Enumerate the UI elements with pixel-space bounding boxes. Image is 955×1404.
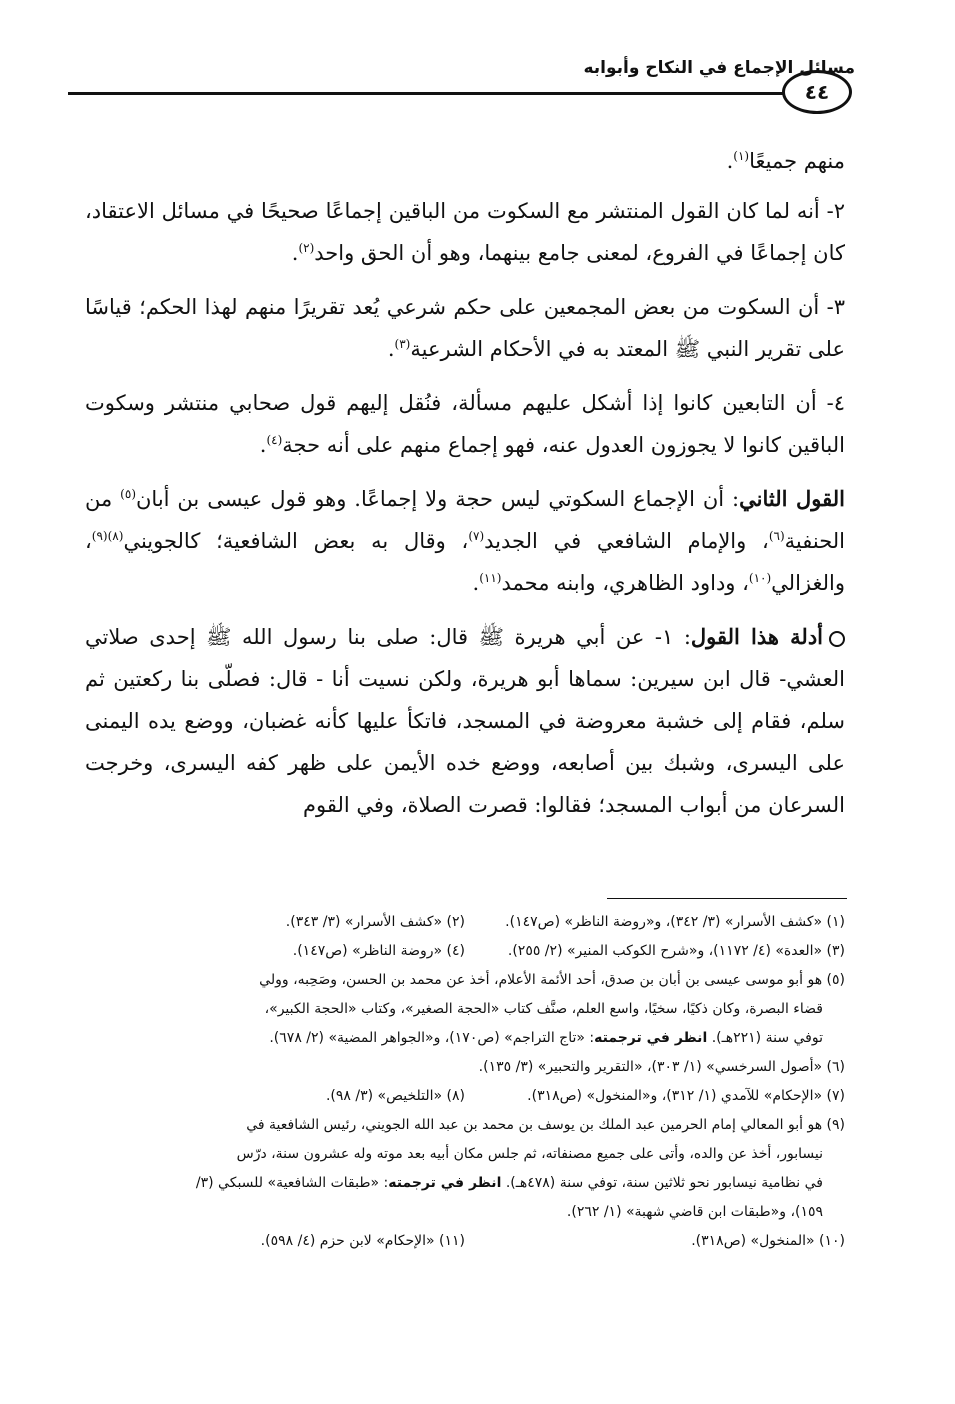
running-title: مسائل الإجماع في النكاح وأبوابه xyxy=(583,58,855,78)
footnote-ref: (٦) xyxy=(768,529,785,543)
footnote-ref: (٨)(٩) xyxy=(91,529,124,543)
footnote-separator xyxy=(607,898,847,899)
evidence-paragraph: أدلة هذا القول: ١- عن أبي هريرة ﷺ قال: صلى بنا رسول الله ﷺ إحدى صلاتي العشي- قال ابن سيرين: سماها أبو هريرة، ولكن نسيت أنا - قال: فصلّى بنا ركعتين ثم سلم، فقام إلى خشبة معروضة في المسجد، فاتكأ عليها كأنه غضبان، ووضع يده اليمنى على اليسرى، وشبك بين أصابعه، ووضع خده الأيمن على ظهر كفه اليسرى، وخرجت السرعان من أبواب المسجد؛ فقالوا: قصرت الصلاة، وفي القوم xyxy=(85,624,845,817)
section-label: القول الثاني xyxy=(739,486,845,511)
footnote-row xyxy=(85,937,845,966)
argument-4: ٤- أن التابعين كانوا إذا أشكل عليهم مسألة، فنُقل إليهم قول صحابي منتشر وسكوت الباقين كانوا لا يجوزون العدول عنه، فهو إجماع منهم على أنه حجة$^{(٤)}$. xyxy=(85,391,845,457)
footnote-10: (١٠) «المنخول» (ص٣١٨). xyxy=(691,1233,845,1249)
footnote-8: (٨) «التلخيص» (٣/ ٩٨). xyxy=(325,1088,465,1104)
page-number: ٤٤ xyxy=(782,70,852,114)
footnote-ref: (٧) xyxy=(468,529,485,543)
footnote-ref: (٥) xyxy=(120,487,136,501)
footnote-5: (٥) هو أبو موسى عيسى بن أبان بن صدق، أحد الأئمة الأعلام، أخذ عن محمد بن الحسن، وصَحِبه، وولي قضاء البصرة، وكان ذكيًا، سخيًا، واسع العلم، صنَّف كتاب «الحجة الصغير»، وكتاب «الحجة الكبير»، توفي سنة (٢٢١هـ). انظر في ترجمته: «تاج التراجم» (ص١٧٠)، و«الجواهر المضية» (٢/ ٦٧٨). xyxy=(259,972,845,1046)
footnote-9: (٩) هو أبو المعالي إمام الحرمين عبد الملك بن يوسف بن محمد بن عبد الله الجويني، رئيس الشافعية في نيسابور، أخذ عن والده، وأتى على جميع مصنفاته، ثم جلس مكان أبيه بعد موته وله عشرون سنة، درّس في نظامية نيسابور نحو ثلاثين سنة، توفي سنة (٤٧٨هـ). انظر في ترجمته: «طبقات الشافعية» للسبكي (٣/ ١٥٩)، و«طبقات ابن قاضي شهبة» (١/ ٢٦٢). xyxy=(195,1117,845,1220)
main-text xyxy=(85,140,845,838)
footnote-row xyxy=(85,1082,845,1111)
footnote-ref: (١١) xyxy=(479,571,502,585)
footnote-11: (١١) «الإحكام» لابن حزم (٤/ ٥٩٨). xyxy=(260,1233,465,1249)
paragraph-continuation: منهم جميعًا$^{(١)}$. xyxy=(726,149,845,173)
footnote-ref: (٣) xyxy=(394,337,411,351)
footnote-ref: (٤) xyxy=(266,433,283,447)
circle-bullet-icon xyxy=(829,631,845,647)
footnotes xyxy=(85,908,845,1256)
footnote-3: (٣) «العدة» (٤/ ١١٧٢)، و«شرح الكوكب المنير» (٢/ ٢٥٥). xyxy=(507,943,845,959)
footnote-ref: (١) xyxy=(733,149,750,163)
footnote-ref: (٢) xyxy=(298,241,315,255)
header-rule xyxy=(68,92,783,95)
argument-3: ٣- أن السكوت من بعض المجمعين على حكم شرعي يُعد تقريرًا منهم لهذا الحكم؛ قياسًا على تقرير النبي ﷺ المعتد به في الأحكام الشرعية$^{(٣)}$. xyxy=(85,295,845,361)
footnote-1: (١) «كشف الأسرار» (٣/ ٣٤٢)، و«روضة الناظر» (ص١٤٧). xyxy=(505,914,845,930)
footnote-7: (٧) «الإحكام» للآمدي (١/ ٣١٢)، و«المنخول» (ص٣١٨). xyxy=(527,1088,845,1104)
footnote-2: (٢) «كشف الأسرار» (٣/ ٣٤٣). xyxy=(285,914,465,930)
footnote-ref: (١٠) xyxy=(748,571,772,585)
footnote-6: (٦) «أصول السرخسي» (١/ ٣٠٣)، «التقرير والتحبير» (٣/ ١٣٥). xyxy=(478,1059,845,1075)
section-label: أدلة هذا القول xyxy=(690,624,824,649)
footnote-4: (٤) «روضة الناظر» (ص١٤٧). xyxy=(292,943,465,959)
footnote-row xyxy=(85,908,845,937)
argument-2: ٢- أنه لما كان القول المنتشر مع السكوت من الباقين إجماعًا صحيحًا في مسائل الاعتقاد، كان إجماعًا في الفروع، لمعنى جامع بينهما، وهو أن الحق واحد$^{(٢)}$. xyxy=(85,199,845,265)
footnote-row xyxy=(85,1227,845,1256)
second-opinion: القول الثاني: أن الإجماع السكوتي ليس حجة ولا إجماعًا. وهو قول عيسى بن أبان$^{(٥)}$ من الحنفية$^{(٦)}$، والإمام الشافعي في الجديد$^{(٧)}$، وقال به بعض الشافعية؛ كالجويني$^{(٨)(٩)}$، والغزالي$^{(١٠)}$، وداود الظاهري، وابنه محمد$^{(١١)}$. xyxy=(85,486,845,595)
